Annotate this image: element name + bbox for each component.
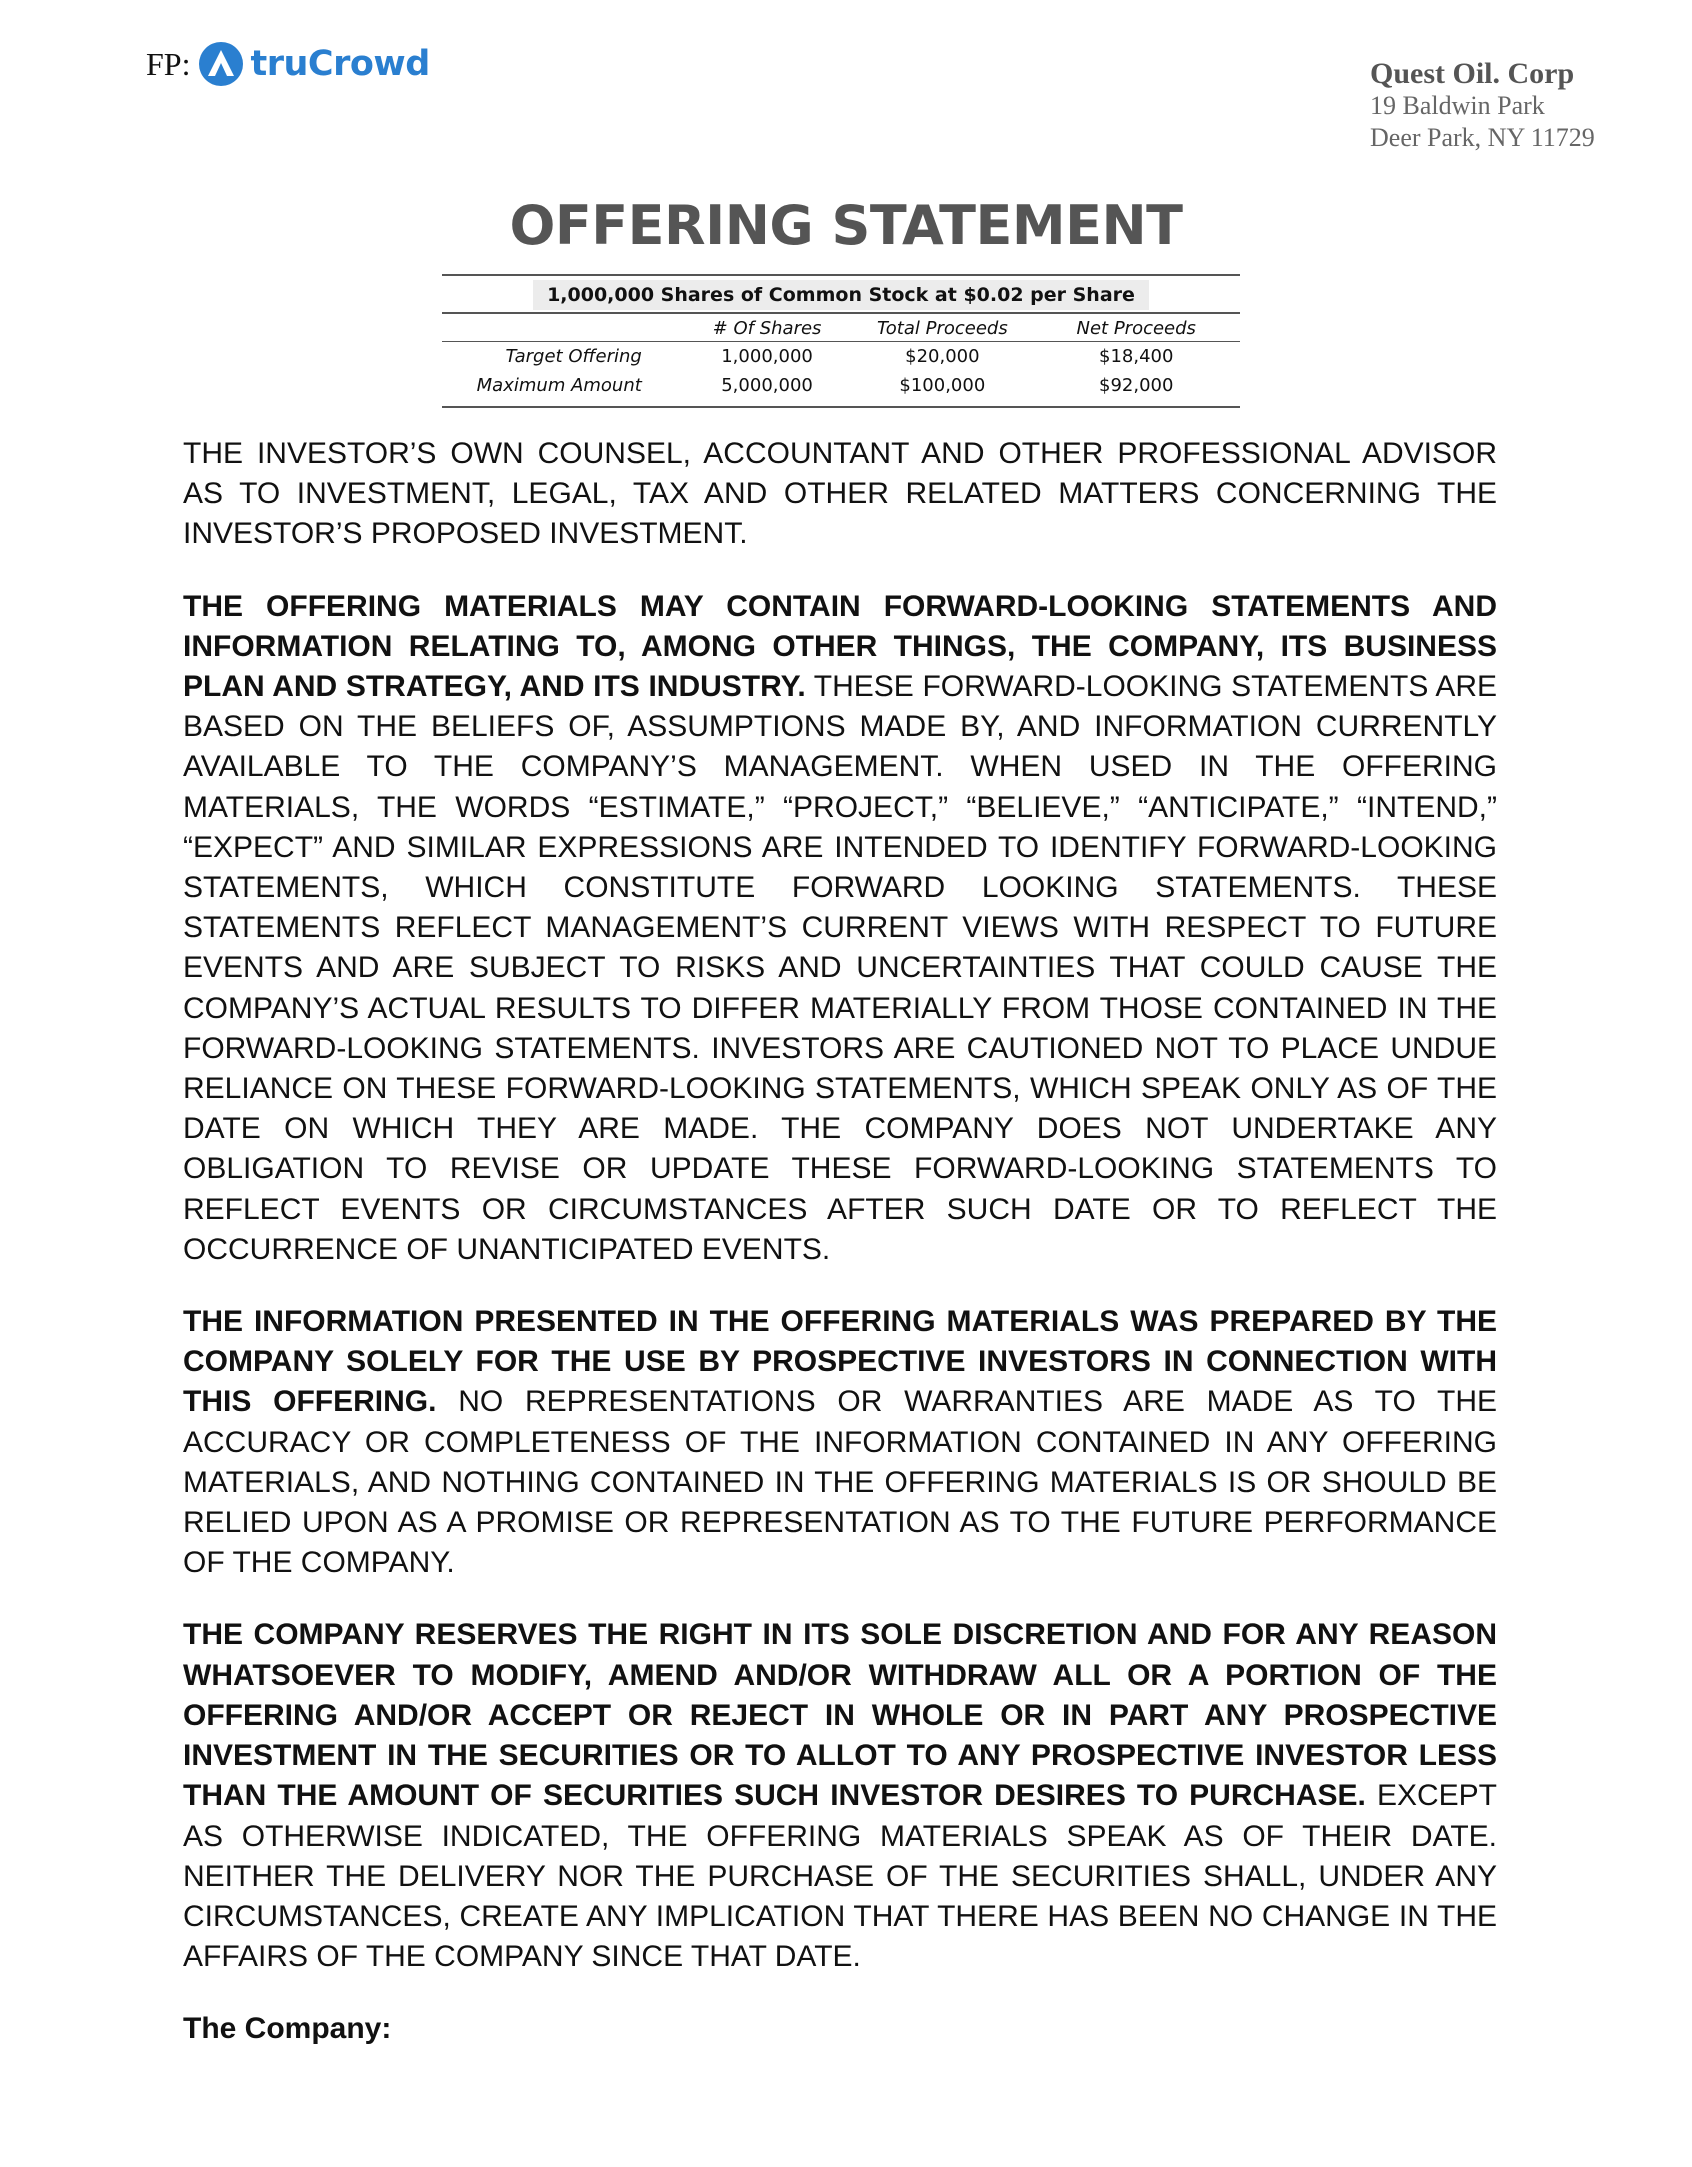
page-title: OFFERING STATEMENT xyxy=(509,194,1183,257)
document-body xyxy=(183,434,1497,2049)
table-header-row xyxy=(442,314,1240,342)
offering-summary xyxy=(442,274,1240,408)
paragraph-bold-lead: THE OFFERING MATERIALS MAY CONTAIN FORWARD-LOOKING STATEMENTS AND INFORMATION RELATING TO, AMONG OTHER THINGS, THE COMPANY, ITS BUSINESS PLAN AND STRATEGY, AND ITS INDUSTRY. xyxy=(183,589,1497,704)
table-row xyxy=(442,371,1240,400)
divider xyxy=(442,406,1240,408)
paragraph-reserves-right xyxy=(183,1615,1497,1977)
paragraph-text: THESE FORWARD-LOOKING STATEMENTS ARE BASED ON THE BELIEFS OF, ASSUMPTIONS MADE BY, AND INFORMATION CURRENTLY AVAILABLE TO THE COMPANY’S MANAGEMENT. WHEN USED IN THE OFFERING MATERIALS, THE WORDS “ESTIMATE,” “PROJECT,” “BELIEVE,” “ANTICIPATE,” “INTEND,” “EXPECT” AND SIMILAR EXPRESSIONS ARE INTENDED TO IDENTIFY FORWARD-LOOKING STATEMENTS, WHICH CONSTITUTE FORWARD LOOKING STATEMENTS. THESE STATEMENTS REFLECT MANAGEMENT’S CURRENT VIEWS WITH RESPECT TO FUTURE EVENTS AND ARE SUBJECT TO RISKS AND UNCERTAINTIES THAT COULD CAUSE THE COMPANY’S ACTUAL RESULTS TO DIFFER MATERIALLY FROM THOSE CONTAINED IN THE FORWARD-LOOKING STATEMENTS. INVESTORS ARE CAUTIONED NOT TO PLACE UNDUE RELIANCE ON THESE FORWARD-LOOKING STATEMENTS, WHICH SPEAK ONLY AS OF THE DATE ON WHICH THEY ARE MADE. THE COMPANY DOES NOT UNDERTAKE ANY OBLIGATION TO REVISE OR UPDATE THESE FORWARD-LOOKING STATEMENTS TO REFLECT EVENTS OR CIRCUMSTANCES AFTER SUCH DATE OR TO REFLECT THE OCCURRENCE OF UNANTICIPATED EVENTS. xyxy=(183,670,1498,1266)
paragraph-forward-looking xyxy=(183,587,1497,1270)
company-name: Quest Oil. Corp xyxy=(1370,57,1575,90)
section-label-company: The Company: xyxy=(183,2012,392,2046)
column-header-shares: # Of Shares xyxy=(682,314,852,342)
cell-shares: 1,000,000 xyxy=(721,346,813,367)
divider xyxy=(442,274,1240,276)
company-address-line2: Deer Park, NY 11729 xyxy=(1370,123,1595,152)
fp-logo xyxy=(146,34,430,94)
offering-subtitle: 1,000,000 Shares of Common Stock at $0.02 per Share xyxy=(533,280,1149,310)
brand-name: truCrowd xyxy=(250,44,430,84)
paragraph-information xyxy=(183,1302,1497,1583)
paragraph-text: THE INVESTOR’S OWN COUNSEL, ACCOUNTANT AND OTHER PROFESSIONAL ADVISOR AS TO INVESTMENT, LEGAL, TAX AND OTHER RELATED MATTERS CONCERNING THE INVESTOR’S PROPOSED INVESTMENT. xyxy=(183,437,1497,551)
cell-net-proceeds: $92,000 xyxy=(1099,375,1174,396)
paragraph-text: NO REPRESENTATIONS OR WARRANTIES ARE MADE AS TO THE ACCURACY OR COMPLETENESS OF THE INFORMATION CONTAINED IN ANY OFFERING MATERIALS, AND NOTHING CONTAINED IN THE OFFERING MATERIALS IS OR SHOULD BE RELIED UPON AS A PROMISE OR REPRESENTATION AS TO THE FUTURE PERFORMANCE OF THE COMPANY. xyxy=(183,1385,1498,1580)
row-label: Target Offering xyxy=(505,346,642,367)
table-header-blank xyxy=(442,314,682,342)
company-address-line1: 19 Baldwin Park xyxy=(1370,91,1545,120)
cell-total-proceeds: $100,000 xyxy=(899,375,986,396)
row-label: Maximum Amount xyxy=(476,375,642,396)
cell-shares: 5,000,000 xyxy=(721,375,813,396)
column-header-total-proceeds: Total Proceeds xyxy=(852,314,1032,342)
paragraph-bold-lead: THE INFORMATION PRESENTED IN THE OFFERING MATERIALS WAS PREPARED BY THE COMPANY SOLELY FOR THE USE BY PROSPECTIVE INVESTORS IN CONNECTION WITH THIS OFFERING. xyxy=(183,1305,1497,1419)
fp-label: FP: xyxy=(146,45,191,82)
cell-total-proceeds: $20,000 xyxy=(905,346,980,367)
company-address-block xyxy=(1370,58,1595,154)
paragraph-bold-lead: THE COMPANY RESERVES THE RIGHT IN ITS SOLE DISCRETION AND FOR ANY REASON WHATSOEVER TO MODIFY, AMEND AND/OR WITHDRAW ALL OR A PORTION OF THE OFFERING AND/OR ACCEPT OR REJECT IN WHOLE OR IN PART ANY PROSPECTIVE INVESTMENT IN THE SECURITIES OR TO ALLOT TO ANY PROSPECTIVE INVESTOR LESS THAN THE AMOUNT OF SECURITIES SUCH INVESTOR DESIRES TO PURCHASE. xyxy=(183,1618,1497,1813)
table-row xyxy=(442,342,1240,372)
offering-table xyxy=(442,314,1240,400)
cell-net-proceeds: $18,400 xyxy=(1099,346,1174,367)
column-header-net-proceeds: Net Proceeds xyxy=(1032,314,1240,342)
paragraph-advisor xyxy=(183,434,1497,555)
paragraph-text: EXCEPT AS OTHERWISE INDICATED, THE OFFERING MATERIALS SPEAK AS OF THEIR DATE. NEITHER THE DELIVERY NOR THE PURCHASE OF THE SECURITIES SHALL, UNDER ANY CIRCUMSTANCES, CREATE ANY IMPLICATION THAT THERE HAS BEEN NO CHANGE IN THE AFFAIRS OF THE COMPANY SINCE THAT DATE. xyxy=(183,1779,1497,1974)
trucrowd-logo-icon xyxy=(198,41,244,87)
